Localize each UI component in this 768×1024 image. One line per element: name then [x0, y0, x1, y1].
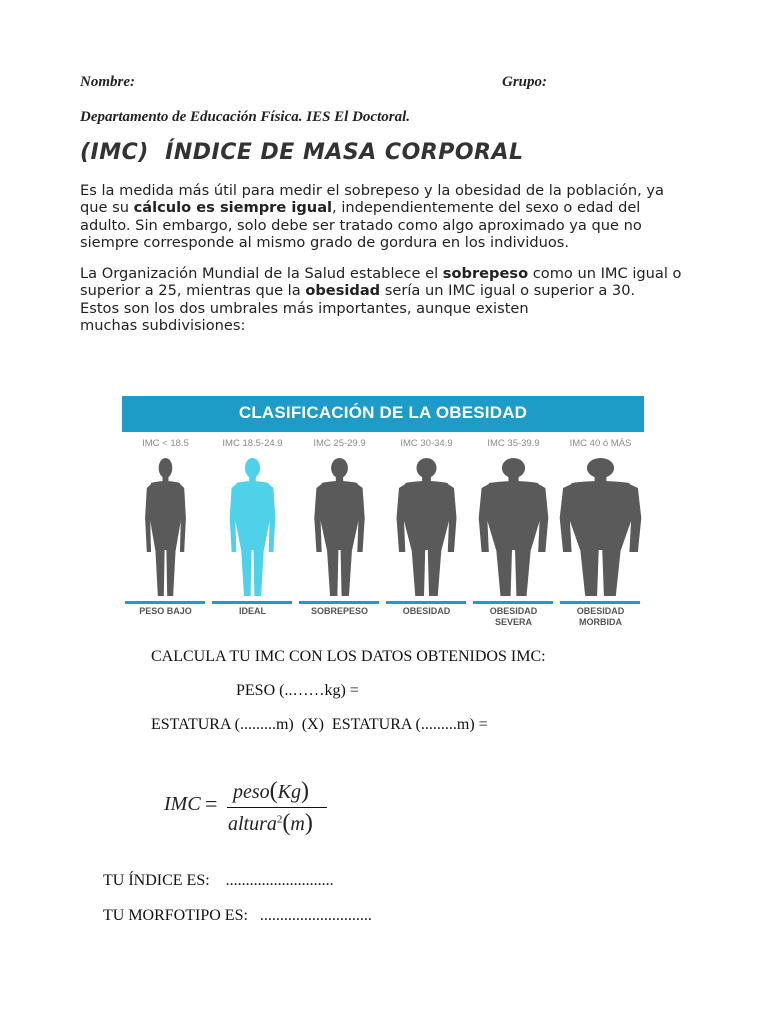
oms-bold-sobrepeso: sobrepeso — [442, 265, 529, 282]
category-underline-2 — [212, 601, 292, 604]
body-silhouettes — [122, 396, 644, 632]
page-title: (IMC) ÍNDICE DE MASA CORPORAL — [80, 140, 524, 165]
silhouette-sobrepeso — [314, 458, 364, 596]
category-label-3: SOBREPESO — [310, 606, 368, 616]
indice-label: TU ÍNDICE ES: — [103, 872, 210, 889]
indice-blank: ........................... — [225, 872, 334, 889]
silhouette-ideal — [230, 458, 276, 596]
oms-text-2: como un IMC igual o superior a 25, mientras que la — [80, 265, 682, 300]
oms-text-1: La Organización Mundial de la Salud establece el — [80, 265, 443, 282]
range-label-6: IMC 40 ó MÁS — [569, 438, 632, 449]
intro-text-1: Es la medida más útil para medir el sobrepeso y la obesidad de la población, ya que su — [80, 182, 664, 217]
department-line: Departamento de Educación Física. IES El Doctoral. — [80, 109, 411, 125]
silhouette-peso-bajo — [145, 458, 186, 596]
grupo-label: Grupo: — [502, 74, 548, 90]
category-underline-5 — [473, 601, 553, 604]
morfotipo-label: TU MORFOTIPO ES: — [103, 907, 248, 924]
category-label-5: OBESIDAD SEVERA — [489, 606, 538, 627]
range-label-5: IMC 35-39.9 — [487, 438, 540, 449]
formula-denominator: altura$^2$(m) — [228, 810, 313, 836]
formula-lhs: IMC — [164, 793, 201, 815]
intro-bold-text: cálculo es siempre igual — [133, 199, 333, 217]
obesity-classification-figure — [122, 396, 644, 632]
range-label-1: IMC < 18.5 — [142, 438, 189, 449]
morfotipo-line — [103, 907, 372, 925]
morfotipo-blank: ............................ — [259, 907, 372, 924]
intro-paragraph — [80, 182, 690, 252]
silhouette-obesidad — [397, 458, 457, 596]
oms-paragraph — [80, 265, 690, 335]
range-label-3: IMC 25-29.9 — [313, 438, 366, 449]
category-label-2: IDEAL — [239, 606, 266, 616]
oms-text-3: sería un IMC igual o superior a 30. — [380, 282, 636, 300]
formula-numerator: peso(Kg) — [233, 778, 310, 804]
estatura-line: ESTATURA (.........m) (X) ESTATURA (.........m) = — [151, 716, 488, 733]
nombre-label: Nombre: — [80, 74, 135, 90]
category-label-1: PESO BAJO — [139, 606, 192, 616]
range-label-4: IMC 30-34.9 — [400, 438, 453, 449]
category-label-6: OBESIDAD MORBIDA — [576, 606, 625, 627]
intro-text-2: , independientemente del sexo o edad del adulto. Sin embargo, solo debe ser tratado como algo aproximado ya que no siempre corresponde al mismo grado de gordura en los individuos. — [80, 199, 642, 252]
formula-equals: = — [205, 791, 218, 816]
silhouette-obesidad-morbida — [560, 458, 642, 596]
category-underline-4 — [386, 601, 466, 604]
category-underline-6 — [560, 601, 640, 604]
range-label-2: IMC 18.5-24.9 — [222, 438, 283, 449]
fraction-bar — [227, 807, 327, 808]
peso-line: PESO (..……kg) = — [236, 682, 359, 699]
silhouette-obesidad-severa — [479, 458, 549, 596]
category-underline-1 — [125, 601, 205, 604]
oms-text-4: Estos son los dos umbrales más importantes, aunque existen — [80, 299, 529, 317]
figure-title-banner: CLASIFICACIÓN DE LA OBESIDAD — [122, 396, 644, 432]
indice-line — [103, 872, 334, 890]
category-underline-3 — [299, 601, 379, 604]
oms-text-5: muchas subdivisiones: — [80, 317, 246, 335]
imc-formula — [160, 776, 340, 842]
category-label-4: OBESIDAD — [402, 606, 451, 616]
oms-bold-obesidad: obesidad — [305, 282, 381, 300]
calc-heading: CALCULA TU IMC CON LOS DATOS OBTENIDOS IMC: — [151, 648, 546, 665]
